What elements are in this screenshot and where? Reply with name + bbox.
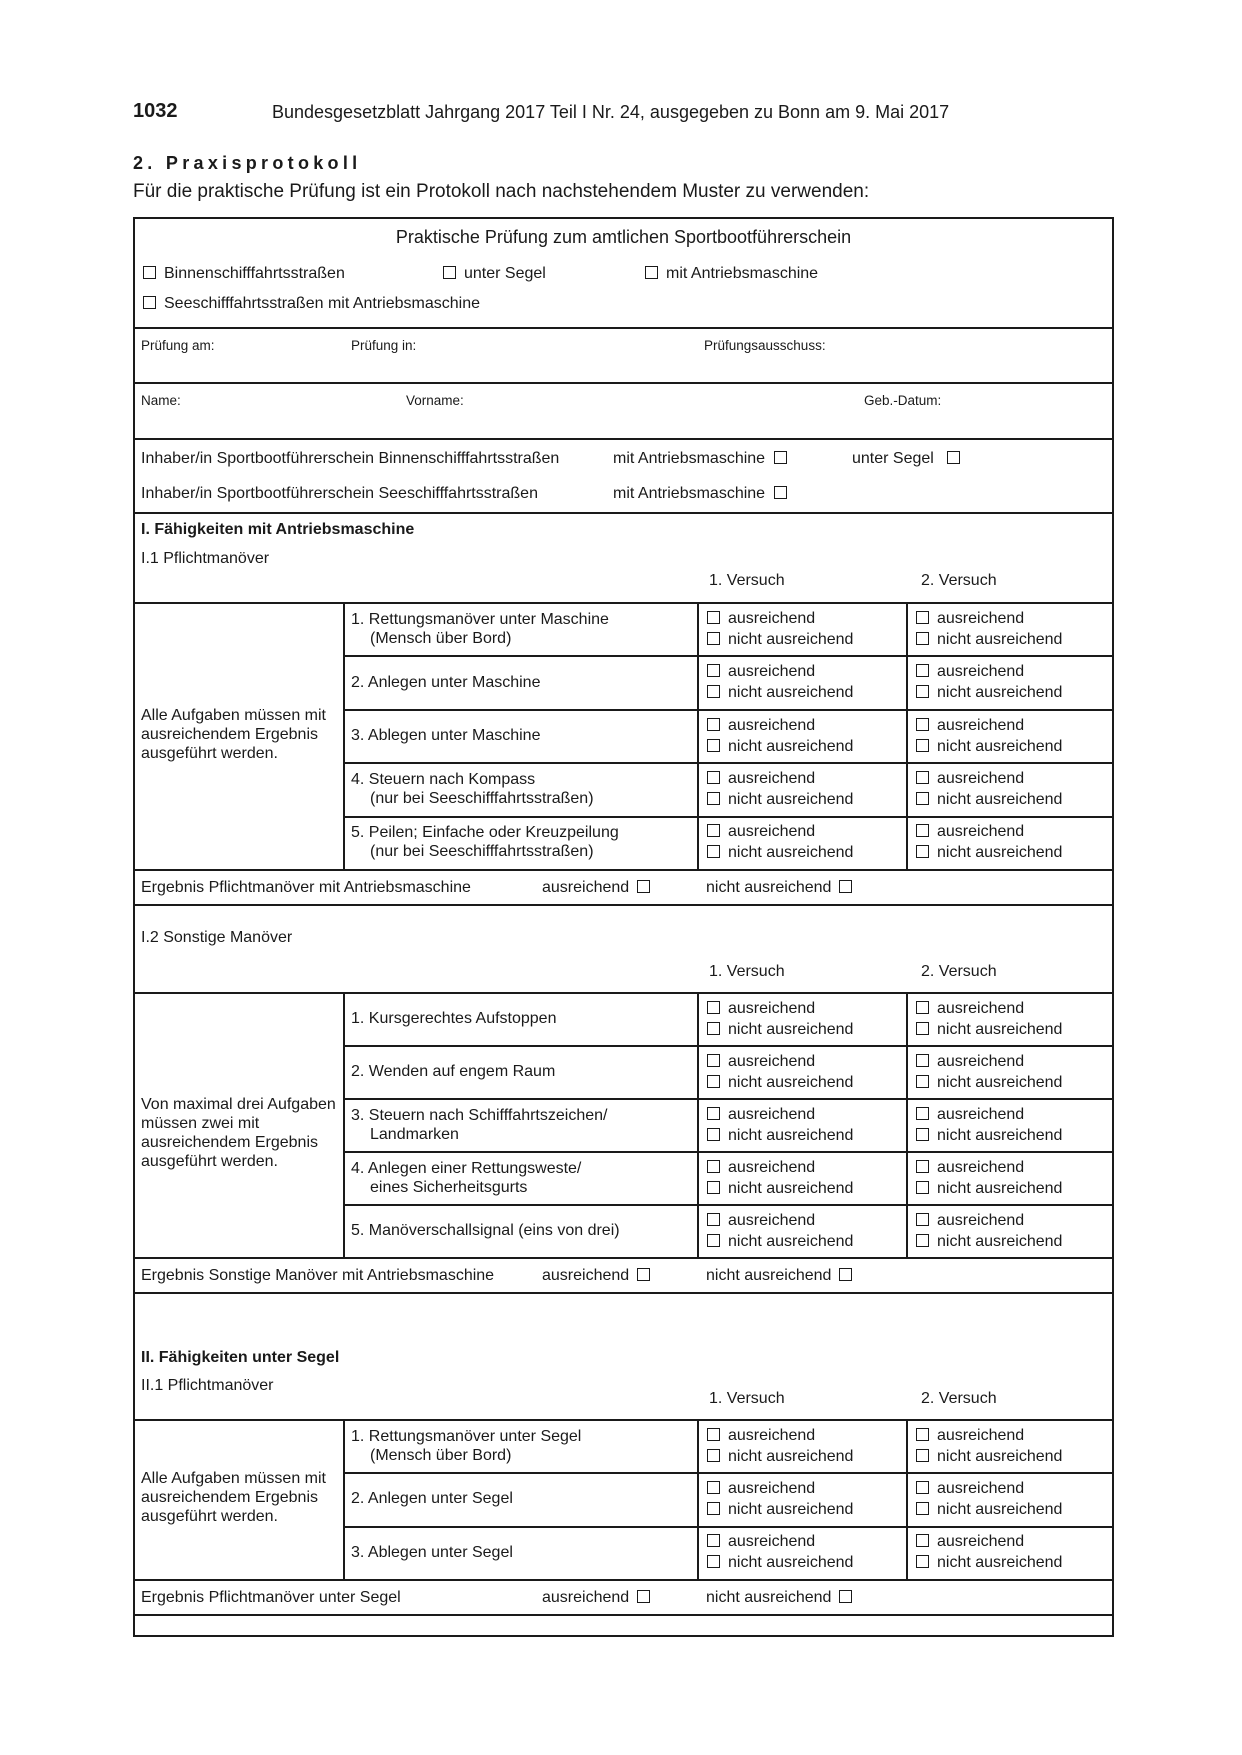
birth-date-field[interactable]: Geb.-Datum: [864,393,942,408]
result-pflicht-antrieb: Ergebnis Pflichtmanöver mit Antriebsmaschine [141,879,471,896]
holder-binnen-label: Inhaber/in Sportbootführerschein Binnenschifffahrtsstraßen [141,450,560,467]
checkbox-icon[interactable] [916,1428,929,1441]
versuch2-ausreichend-checkbox[interactable]: ausreichend [916,1531,1024,1552]
option-segel[interactable]: unter Segel [443,263,546,284]
checkbox-icon[interactable] [774,486,787,499]
result-ausreichend[interactable]: ausreichend [542,1267,650,1285]
checkbox-icon[interactable] [916,1534,929,1547]
versuch1-nicht-ausreichend-checkbox[interactable]: nicht ausreichend [707,1446,853,1467]
checkbox-icon[interactable] [707,1213,720,1226]
checkbox-icon[interactable] [707,1054,720,1067]
task-label: 3. Ablegen unter Maschine [351,727,541,744]
versuch2-nicht-ausreichend-checkbox[interactable]: nicht ausreichend [916,1446,1062,1467]
versuch1-ausreichend-checkbox[interactable]: ausreichend [707,821,815,842]
checkbox-icon[interactable] [916,1160,929,1173]
part2-heading: II. Fähigkeiten unter Segel [141,1349,340,1366]
checkbox-icon[interactable] [916,739,929,752]
checkbox-icon[interactable] [707,845,720,858]
versuch2-header: 2. Versuch [921,572,997,589]
checkbox-icon[interactable] [707,824,720,837]
versuch2-ausreichend-checkbox[interactable]: ausreichend [916,1425,1024,1446]
task-label: 3. Ablegen unter Segel [351,1543,513,1561]
option-binnen[interactable]: Binnenschifffahrtsstraßen [143,263,345,284]
requirement-note: Alle Aufgaben müssen mit ausreichendem Ergebnis ausgeführt werden. [141,706,326,762]
checkbox-icon[interactable] [916,1481,929,1494]
task-label: 1. Rettungsmanöver unter Maschine (Mensch über Bord) [351,610,609,647]
versuch2-ausreichend-checkbox[interactable]: ausreichend [916,821,1024,842]
result-pflicht-segel: Ergebnis Pflichtmanöver unter Segel [141,1588,401,1606]
versuch1-nicht-ausreichend-checkbox[interactable]: nicht ausreichend [707,682,853,703]
versuch1-nicht-ausreichend-checkbox[interactable]: nicht ausreichend [707,629,853,650]
checkbox-icon[interactable] [916,824,929,837]
checkbox-icon[interactable] [916,685,929,698]
checkbox-icon[interactable] [143,296,156,309]
versuch1-nicht-ausreichend-checkbox[interactable]: nicht ausreichend [707,1178,853,1199]
versuch1-header: 1. Versuch [709,572,785,589]
checkbox-icon[interactable] [707,1001,720,1014]
requirement-note: Alle Aufgaben müssen mit ausreichendem Ergebnis ausgeführt werden. [141,1469,326,1525]
checkbox-icon[interactable] [707,771,720,784]
versuch2-nicht-ausreichend-checkbox[interactable]: nicht ausreichend [916,1499,1062,1520]
checkbox-icon[interactable] [916,1213,929,1226]
part1-sub1: I.1 Pflichtmanöver [141,550,270,567]
checkbox-icon[interactable] [637,1590,650,1603]
exam-place-field[interactable]: Prüfung in: [351,338,417,353]
versuch1-nicht-ausreichend-checkbox[interactable]: nicht ausreichend [707,1019,853,1040]
option-see[interactable]: Seeschifffahrtsstraßen mit Antriebsmaschine [143,293,480,314]
checkbox-icon[interactable] [707,611,720,624]
checkbox-icon[interactable] [707,1534,720,1547]
versuch1-nicht-ausreichend-checkbox[interactable]: nicht ausreichend [707,1231,853,1252]
part2-sub1: II.1 Pflichtmanöver [141,1377,274,1394]
checkbox-icon[interactable] [443,266,456,279]
checkbox-icon[interactable] [707,1481,720,1494]
checkbox-icon[interactable] [916,1555,929,1568]
exam-committee-field[interactable]: Prüfungsausschuss: [704,338,826,353]
versuch1-ausreichend-checkbox[interactable]: ausreichend [707,1210,815,1231]
checkbox-icon[interactable] [707,1107,720,1120]
versuch2-header: 2. Versuch [921,963,997,980]
checkbox-icon[interactable] [916,1128,929,1141]
checkbox-icon[interactable] [916,771,929,784]
versuch1-ausreichend-checkbox[interactable]: ausreichend [707,661,815,682]
versuch1-ausreichend-checkbox[interactable]: ausreichend [707,608,815,629]
checkbox-icon[interactable] [707,1128,720,1141]
checkbox-icon[interactable] [707,1502,720,1515]
first-name-field[interactable]: Vorname: [406,393,464,408]
versuch1-nicht-ausreichend-checkbox[interactable]: nicht ausreichend [707,736,853,757]
checkbox-icon[interactable] [707,664,720,677]
versuch2-nicht-ausreichend-checkbox[interactable]: nicht ausreichend [916,1231,1062,1252]
versuch1-ausreichend-checkbox[interactable]: ausreichend [707,1051,815,1072]
checkbox-icon[interactable] [916,1502,929,1515]
task-label: 3. Steuern nach Schifffahrtszeichen/ Landmarken [351,1106,608,1143]
checkbox-icon[interactable] [707,718,720,731]
result-nicht-ausreichend[interactable]: nicht ausreichend [706,1589,852,1607]
checkbox-icon[interactable] [707,1555,720,1568]
checkbox-icon[interactable] [916,664,929,677]
checkbox-icon[interactable] [916,1234,929,1247]
checkbox-icon[interactable] [839,880,852,893]
part1-heading: I. Fähigkeiten mit Antriebsmaschine [141,521,415,538]
result-sonstige-antrieb: Ergebnis Sonstige Manöver mit Antriebsmaschine [141,1267,495,1284]
versuch2-nicht-ausreichend-checkbox[interactable]: nicht ausreichend [916,1125,1062,1146]
task-label: 5. Peilen; Einfache oder Kreuzpeilung (nur bei Seeschifffahrtsstraßen) [351,824,619,861]
versuch1-ausreichend-checkbox[interactable]: ausreichend [707,998,815,1019]
versuch1-nicht-ausreichend-checkbox[interactable]: nicht ausreichend [707,1552,853,1573]
checkbox-icon[interactable] [947,451,960,464]
requirement-note: Von maximal drei Aufgaben müssen zwei mit ausreichendem Ergebnis ausgeführt werden. [141,1095,336,1170]
name-field[interactable]: Name: [141,393,181,408]
task-label: 5. Manöverschallsignal (eins von drei) [351,1222,620,1239]
versuch1-ausreichend-checkbox[interactable]: ausreichend [707,1157,815,1178]
versuch2-nicht-ausreichend-checkbox[interactable]: nicht ausreichend [916,682,1062,703]
versuch1-ausreichend-checkbox[interactable]: ausreichend [707,1425,815,1446]
checkbox-icon[interactable] [637,1268,650,1281]
versuch2-header: 2. Versuch [921,1390,997,1407]
checkbox-icon[interactable] [916,1181,929,1194]
option-antrieb[interactable]: mit Antriebsmaschine [645,263,818,284]
checkbox-icon[interactable] [916,718,929,731]
checkbox-icon[interactable] [916,1075,929,1088]
checkbox-icon[interactable] [707,792,720,805]
checkbox-icon[interactable] [707,739,720,752]
checkbox-icon[interactable] [707,685,720,698]
versuch2-ausreichend-checkbox[interactable]: ausreichend [916,1210,1024,1231]
checkbox-icon[interactable] [707,1022,720,1035]
versuch2-ausreichend-checkbox[interactable]: ausreichend [916,715,1024,736]
versuch2-ausreichend-checkbox[interactable]: ausreichend [916,768,1024,789]
result-nicht-ausreichend[interactable]: nicht ausreichend [706,1267,852,1285]
versuch1-ausreichend-checkbox[interactable]: ausreichend [707,1531,815,1552]
exam-protocol-form [133,217,1114,1637]
task-label: 2. Anlegen unter Maschine [351,673,541,691]
checkbox-icon[interactable] [707,1428,720,1441]
holder-see-antrieb[interactable]: mit Antriebsmaschine [613,485,787,503]
checkbox-icon[interactable] [916,1449,929,1462]
task-label: 4. Anlegen einer Rettungsweste/ eines Sicherheitsgurts [351,1159,582,1196]
versuch1-nicht-ausreichend-checkbox[interactable]: nicht ausreichend [707,1125,853,1146]
versuch2-nicht-ausreichend-checkbox[interactable]: nicht ausreichend [916,1072,1062,1093]
checkbox-icon[interactable] [839,1268,852,1281]
versuch2-ausreichend-checkbox[interactable]: ausreichend [916,661,1024,682]
exam-date-field[interactable]: Prüfung am: [141,338,215,353]
journal-header: Bundesgesetzblatt Jahrgang 2017 Teil I Nr. 24, ausgegeben zu Bonn am 9. Mai 2017 [272,102,950,122]
versuch2-nicht-ausreichend-checkbox[interactable]: nicht ausreichend [916,629,1062,650]
checkbox-icon[interactable] [916,611,929,624]
checkbox-icon[interactable] [645,266,658,279]
versuch1-header: 1. Versuch [709,1390,785,1407]
checkbox-icon[interactable] [916,792,929,805]
task-label: 1. Kursgerechtes Aufstoppen [351,1010,557,1027]
checkbox-icon[interactable] [916,1001,929,1014]
versuch2-ausreichend-checkbox[interactable]: ausreichend [916,1104,1024,1125]
checkbox-icon[interactable] [143,266,156,279]
versuch1-nicht-ausreichend-checkbox[interactable]: nicht ausreichend [707,842,853,863]
versuch2-nicht-ausreichend-checkbox[interactable]: nicht ausreichend [916,1019,1062,1040]
result-nicht-ausreichend[interactable]: nicht ausreichend [706,879,852,897]
holder-binnen-antrieb[interactable]: mit Antriebsmaschine [613,450,787,468]
checkbox-icon[interactable] [774,451,787,464]
section-title: 2. Praxisprotokoll [133,153,362,173]
versuch1-ausreichend-checkbox[interactable]: ausreichend [707,715,815,736]
checkbox-icon[interactable] [707,632,720,645]
task-label: 2. Wenden auf engem Raum [351,1063,556,1080]
versuch2-ausreichend-checkbox[interactable]: ausreichend [916,1478,1024,1499]
versuch2-nicht-ausreichend-checkbox[interactable]: nicht ausreichend [916,789,1062,810]
versuch2-nicht-ausreichend-checkbox[interactable]: nicht ausreichend [916,736,1062,757]
checkbox-icon[interactable] [839,1590,852,1603]
section-intro: Für die praktische Prüfung ist ein Protokoll nach nachstehendem Muster zu verwenden: [133,181,870,202]
checkbox-icon[interactable] [707,1160,720,1173]
versuch2-nicht-ausreichend-checkbox[interactable]: nicht ausreichend [916,1552,1062,1573]
versuch2-nicht-ausreichend-checkbox[interactable]: nicht ausreichend [916,842,1062,863]
versuch1-ausreichend-checkbox[interactable]: ausreichend [707,768,815,789]
checkbox-icon[interactable] [707,1181,720,1194]
task-label: 2. Anlegen unter Segel [351,1490,513,1508]
checkbox-icon[interactable] [916,632,929,645]
versuch1-ausreichend-checkbox[interactable]: ausreichend [707,1104,815,1125]
checkbox-icon[interactable] [916,1107,929,1120]
checkbox-icon[interactable] [707,1234,720,1247]
page-number: 1032 [133,100,178,122]
task-label: 4. Steuern nach Kompass (nur bei Seeschifffahrtsstraßen) [351,770,594,807]
versuch2-ausreichend-checkbox[interactable]: ausreichend [916,608,1024,629]
versuch2-ausreichend-checkbox[interactable]: ausreichend [916,1157,1024,1178]
task-label: 1. Rettungsmanöver unter Segel (Mensch über Bord) [351,1427,582,1464]
checkbox-icon[interactable] [707,1449,720,1462]
holder-see-label: Inhaber/in Sportbootführerschein Seeschifffahrtsstraßen [141,485,538,502]
holder-binnen-segel[interactable]: unter Segel [852,450,960,468]
checkbox-icon[interactable] [637,880,650,893]
versuch1-ausreichend-checkbox[interactable]: ausreichend [707,1478,815,1499]
versuch1-nicht-ausreichend-checkbox[interactable]: nicht ausreichend [707,1499,853,1520]
versuch2-nicht-ausreichend-checkbox[interactable]: nicht ausreichend [916,1178,1062,1199]
result-ausreichend[interactable]: ausreichend [542,1589,650,1607]
checkbox-icon[interactable] [916,845,929,858]
result-ausreichend[interactable]: ausreichend [542,879,650,897]
versuch1-header: 1. Versuch [709,963,785,980]
versuch2-ausreichend-checkbox[interactable]: ausreichend [916,998,1024,1019]
part1-sub2: I.2 Sonstige Manöver [141,929,293,946]
versuch1-nicht-ausreichend-checkbox[interactable]: nicht ausreichend [707,789,853,810]
versuch1-nicht-ausreichend-checkbox[interactable]: nicht ausreichend [707,1072,853,1093]
form-title: Praktische Prüfung zum amtlichen Sportbootführerschein [395,227,852,247]
checkbox-icon[interactable] [916,1022,929,1035]
versuch2-ausreichend-checkbox[interactable]: ausreichend [916,1051,1024,1072]
checkbox-icon[interactable] [916,1054,929,1067]
checkbox-icon[interactable] [707,1075,720,1088]
